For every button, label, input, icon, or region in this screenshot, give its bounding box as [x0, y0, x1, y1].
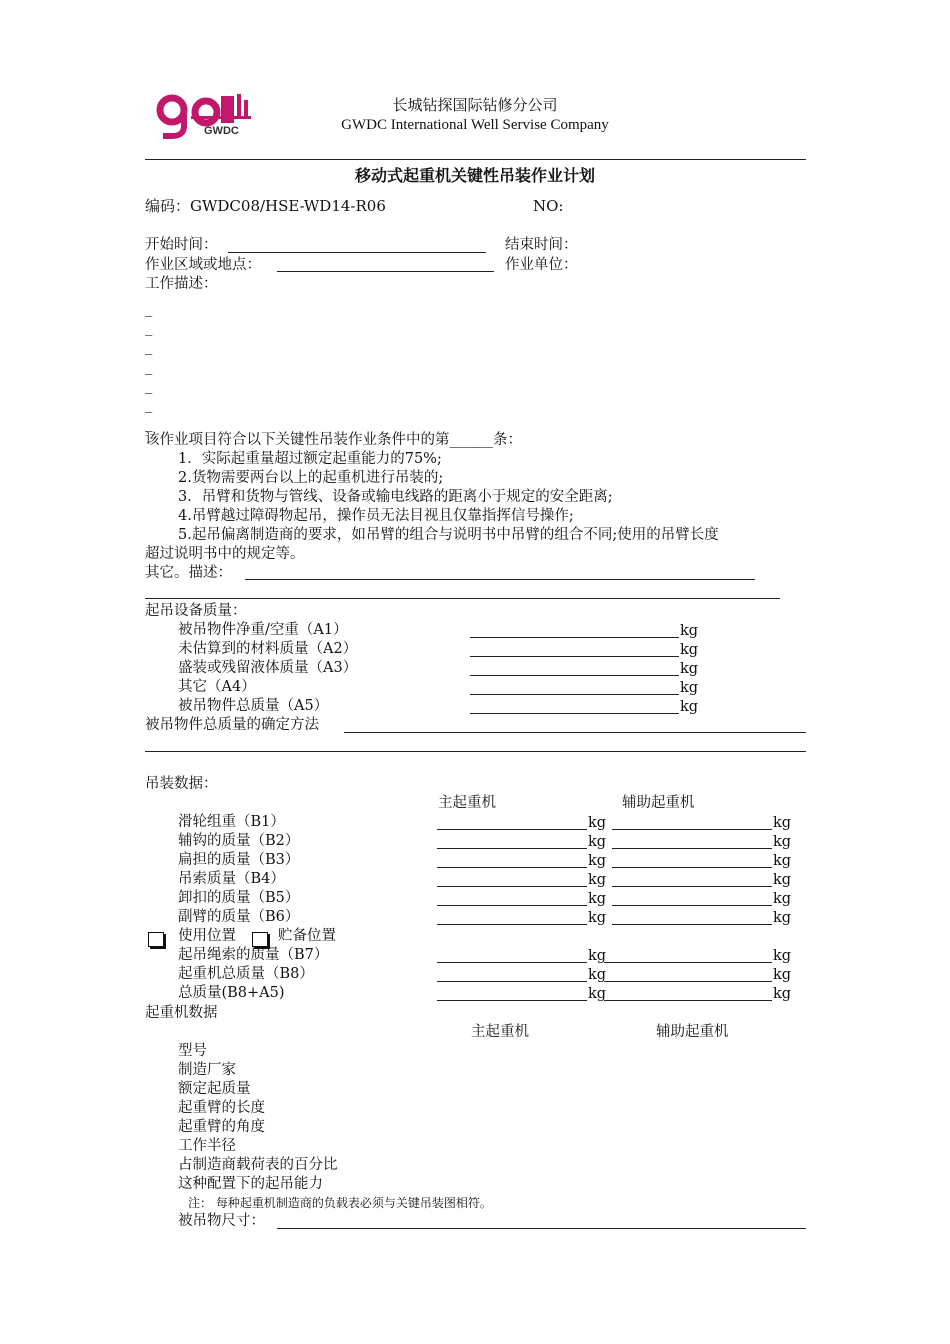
- b3-main-field[interactable]: [437, 867, 587, 868]
- b2-main-field[interactable]: [437, 848, 587, 849]
- desc-blank-4[interactable]: _: [145, 359, 153, 375]
- crane-row-manufacturer: 制造厂家: [178, 1062, 236, 1078]
- criteria-item-5-cont: 超过说明书中的规定等。: [145, 546, 305, 562]
- lift-row-b8: 起重机总质量（B8）: [178, 966, 314, 982]
- unit-kg: kg: [588, 815, 607, 831]
- lift-row-b1: 滑轮组重（B1）: [178, 814, 285, 830]
- unit-kg: kg: [773, 834, 792, 850]
- mass-method-field-2[interactable]: [145, 751, 806, 752]
- unit-kg: kg: [680, 642, 699, 658]
- mass-a4-field[interactable]: [470, 694, 679, 695]
- use-position-label: 使用位置: [178, 928, 236, 944]
- no-label: NO:: [533, 197, 564, 215]
- unit-kg: kg: [588, 891, 607, 907]
- unit-kg: kg: [588, 834, 607, 850]
- unit-kg: kg: [680, 661, 699, 677]
- criteria-item-3: 3．吊臂和货物与管线、设备或输电线路的距离小于规定的安全距离;: [178, 489, 613, 505]
- work-desc-label: 工作描述：: [145, 276, 218, 292]
- unit-kg: kg: [680, 699, 699, 715]
- b1-aux-field[interactable]: [612, 829, 772, 830]
- unit-kg: kg: [588, 872, 607, 888]
- object-size-field[interactable]: [277, 1228, 806, 1229]
- crane-note: 注： 每种起重机制造商的负载表必须与关键吊装图相符。: [188, 1196, 492, 1210]
- store-position-checkbox[interactable]: [252, 932, 268, 947]
- criteria-item-4: 4.吊臂越过障碍物起吊，操作员无法目视且仅靠指挥信号操作;: [178, 508, 574, 524]
- criteria-item-2: 2.货物需要两台以上的起重机进行吊装的;: [178, 470, 444, 486]
- use-position-checkbox[interactable]: [148, 932, 164, 947]
- lift-row-b2: 辅钩的质量（B2）: [178, 833, 300, 849]
- b1-main-field[interactable]: [437, 829, 587, 830]
- mass-row-a3: 盛装或残留液体质量（A3）: [178, 660, 358, 676]
- mass-row-a5: 被吊物件总质量（A5）: [178, 698, 329, 714]
- mass-row-a2: 未估算到的材料质量（A2）: [178, 641, 358, 657]
- unit-kg: kg: [773, 986, 792, 1002]
- b5-aux-field[interactable]: [612, 905, 772, 906]
- b8-aux-field[interactable]: [604, 981, 772, 982]
- mass-a1-field[interactable]: [470, 637, 679, 638]
- crane-row-radius: 工作半径: [178, 1138, 236, 1154]
- crane-data-heading: 起重机数据: [145, 1005, 218, 1021]
- start-time-field[interactable]: [228, 252, 486, 253]
- crane-row-lift-capacity: 这种配置下的起吊能力: [178, 1176, 323, 1192]
- location-label: 作业区域或地点：: [145, 257, 261, 273]
- unit-kg: kg: [773, 853, 792, 869]
- lift-data-heading: 吊装数据：: [145, 776, 218, 792]
- lift-row-b3: 扁担的质量（B3）: [178, 852, 300, 868]
- lift-row-b4: 吊索质量（B4）: [178, 871, 285, 887]
- unit-kg: kg: [588, 967, 607, 983]
- crane-col-aux: 辅助起重机: [656, 1024, 729, 1040]
- crane-col-main: 主起重机: [471, 1024, 529, 1040]
- crane-row-model: 型号: [178, 1043, 207, 1059]
- object-size-label: 被吊物尺寸：: [178, 1213, 265, 1229]
- other-desc-label: 其它。描述：: [145, 565, 232, 581]
- store-position-label: 贮备位置: [278, 928, 336, 944]
- unit-kg: kg: [680, 680, 699, 696]
- unit-kg: kg: [773, 872, 792, 888]
- desc-blank-5[interactable]: _: [145, 378, 153, 394]
- unit-kg: kg: [773, 948, 792, 964]
- other-desc-field-2[interactable]: [145, 598, 780, 599]
- unit-kg: kg: [773, 891, 792, 907]
- b8-main-field[interactable]: [437, 981, 587, 982]
- total-main-field[interactable]: [437, 1000, 587, 1001]
- desc-blank-3[interactable]: _: [145, 339, 153, 355]
- start-time-label: 开始时间：: [145, 237, 218, 253]
- document-title: 移动式起重机关键性吊装作业计划: [354, 166, 595, 185]
- lift-col-aux: 辅助起重机: [622, 795, 695, 811]
- lift-col-main: 主起重机: [438, 795, 496, 811]
- mass-method-field[interactable]: [344, 732, 806, 733]
- mass-row-a1: 被吊物件净重/空重（A1）: [178, 622, 348, 638]
- b7-main-field[interactable]: [437, 962, 587, 963]
- b3-aux-field[interactable]: [612, 867, 772, 868]
- company-en: GWDC International Well Servise Company: [341, 117, 609, 133]
- unit-kg: kg: [588, 986, 607, 1002]
- desc-blank-6[interactable]: _: [145, 397, 153, 413]
- unit-kg: kg: [680, 623, 699, 639]
- lift-row-b5: 卸扣的质量（B5）: [178, 890, 300, 906]
- header-divider: [145, 159, 806, 160]
- desc-blank-7[interactable]: _: [145, 416, 153, 432]
- b5-main-field[interactable]: [437, 905, 587, 906]
- unit-kg: kg: [588, 910, 607, 926]
- mass-a2-field[interactable]: [470, 656, 679, 657]
- desc-blank-1[interactable]: _: [145, 301, 153, 317]
- b4-main-field[interactable]: [437, 886, 587, 887]
- lift-row-total: 总质量(B8+A5): [178, 985, 285, 1001]
- criteria-intro: 该作业项目符合以下关键性吊装作业条件中的第______条：: [145, 432, 522, 448]
- mass-a5-field[interactable]: [470, 713, 679, 714]
- crane-row-rated-capacity: 额定起质量: [178, 1081, 251, 1097]
- company-cn: 长城钻探国际钻修分公司: [392, 98, 558, 114]
- unit-kg: kg: [773, 967, 792, 983]
- b7-aux-field[interactable]: [604, 962, 772, 963]
- mass-row-a4: 其它（A4）: [178, 679, 256, 695]
- criteria-item-5: 5.起吊偏离制造商的要求，如吊臂的组合与说明书中吊臂的组合不同;使用的吊臂长度: [178, 527, 719, 543]
- crane-row-boom-angle: 起重臂的角度: [178, 1119, 265, 1135]
- gwdc-logo: [155, 90, 255, 140]
- company-name: [300, 97, 650, 135]
- total-aux-field[interactable]: [604, 1000, 772, 1001]
- equipment-mass-heading: 起吊设备质量：: [145, 603, 247, 619]
- criteria-item-1: 1．实际起重量超过额定起重能力的75%;: [178, 451, 442, 467]
- desc-blank-2[interactable]: _: [145, 320, 153, 336]
- crane-row-boom-length: 起重臂的长度: [178, 1100, 265, 1116]
- crane-row-load-percent: 占制造商载荷表的百分比: [178, 1157, 338, 1173]
- b2-aux-field[interactable]: [612, 848, 772, 849]
- location-field[interactable]: [277, 271, 494, 272]
- lift-row-b7: 起吊绳索的质量（B7）: [178, 947, 329, 963]
- unit-kg: kg: [588, 853, 607, 869]
- unit-kg: kg: [773, 910, 792, 926]
- lift-row-b6: 副臂的质量（B6）: [178, 909, 300, 925]
- unit-kg: kg: [773, 815, 792, 831]
- end-time-label: 结束时间：: [505, 237, 578, 253]
- mass-a3-field[interactable]: [470, 675, 679, 676]
- unit-kg: kg: [588, 948, 607, 964]
- b6-main-field[interactable]: [437, 924, 587, 925]
- b6-aux-field[interactable]: [612, 924, 772, 925]
- logo-text: GWDC: [204, 125, 239, 137]
- b4-aux-field[interactable]: [612, 886, 772, 887]
- mass-method-label: 被吊物件总质量的确定方法: [145, 717, 319, 733]
- code-line: 编码：GWDC08/HSE-WD14-R06: [145, 197, 386, 215]
- other-desc-field[interactable]: [245, 579, 755, 580]
- unit-label: 作业单位：: [505, 257, 578, 273]
